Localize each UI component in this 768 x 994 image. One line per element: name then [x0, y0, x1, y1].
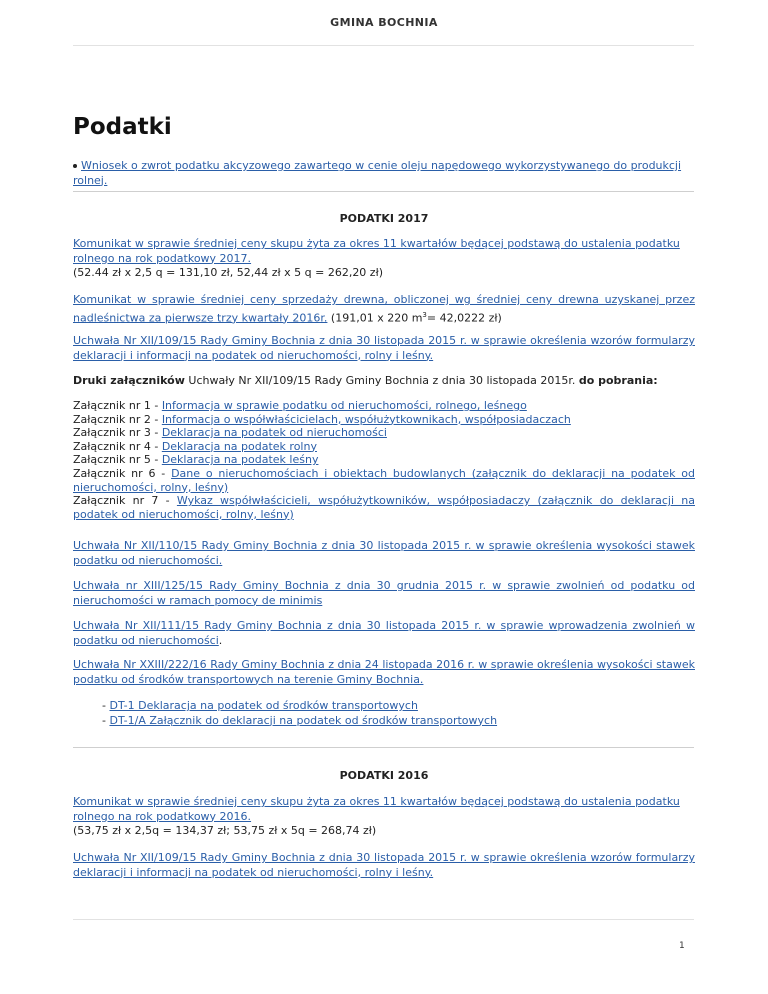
rye-price-2016-paragraph [73, 795, 695, 839]
resolution-109-2016-link[interactable]: Uchwała Nr XII/109/15 Rady Gminy Bochnia z dnia 30 listopada 2015 r. w sprawie określenia wzorów formularzy deklaracji i informacji na podatek od nieruchomości, rolny i leśny. [73, 851, 695, 879]
rye-price-2016-calc: (53,75 zł x 2,5q = 134,37 zł; 53,75 zł x 5q = 268,74 zł) [73, 824, 377, 837]
dt-prefix: - [102, 713, 110, 727]
dt-prefix: - [102, 699, 110, 712]
resolution-111-dot: . [218, 633, 223, 647]
resolution-109-2016-paragraph [73, 851, 695, 880]
attachment-prefix: Załącznik nr 6 - [73, 466, 172, 480]
attachment-link[interactable]: Informacja w sprawie podatku od nieruchomości, rolnego, leśnego [161, 399, 527, 412]
attachment-item [73, 413, 695, 427]
dt-forms-list [102, 699, 692, 728]
attachment-prefix: Załącznik nr 5 - [73, 453, 162, 467]
section-divider [73, 747, 694, 748]
footer-divider [73, 919, 694, 920]
attachment-prefix: Załącznik nr 1 - [73, 399, 162, 412]
rye-price-2017-paragraph [73, 237, 695, 281]
resolution-125-paragraph [73, 579, 695, 608]
dt-form-item [102, 699, 692, 714]
excise-refund-link[interactable]: Wniosek o zwrot podatku akcyzowego zawartego w cenie oleju napędowego wykorzystywanego do produkcji rolnej. [73, 159, 682, 187]
site-header [0, 0, 768, 46]
attachments-intro-text: Uchwały Nr XII/109/15 Rady Gminy Bochnia z dnia 30 listopada 2015r. [184, 374, 579, 387]
section-divider [73, 191, 694, 192]
wood-price-paragraph [73, 293, 695, 326]
resolution-125-link[interactable]: Uchwała nr XIII/125/15 Rady Gminy Bochnia z dnia 30 grudnia 2015 r. w sprawie zwolnień od podatku od nieruchomości w ramach pomocy de minimis [73, 579, 695, 607]
resolution-109-paragraph [73, 334, 695, 363]
attachment-link[interactable]: Wykaz współwłaścicieli, współużytkowników, współposiadaczy (załącznik do deklaracji na podatek od nieruchomości, rolny, leśny) [73, 494, 695, 521]
wood-price-calc-a: (191,01 x 220 m [327, 311, 423, 325]
header-divider [73, 45, 694, 46]
resolution-222-paragraph [73, 658, 695, 687]
attachment-link[interactable]: Informacja o współwłaścicielach, współużytkownikach, współposiadaczach [161, 412, 571, 426]
attachment-link[interactable]: Deklaracja na podatek od nieruchomości [161, 426, 387, 440]
attachments-list [73, 399, 695, 521]
resolution-111-link[interactable]: Uchwała Nr XII/111/15 Rady Gminy Bochnia z dnia 30 listopada 2015 r. w sprawie wprowadzenia zwolnień w podatku od nieruchomości [73, 619, 695, 647]
rye-price-2016-link[interactable]: Komunikat w sprawie średniej ceny skupu żyta za okres 11 kwartałów będącej podstawą do ustalenia podatku rolnego na rok podatkowy 2016. [73, 795, 680, 823]
wood-price-sup: 3 [422, 310, 427, 319]
attachment-prefix: Załącznik nr 4 - [73, 439, 162, 453]
attachment-link[interactable]: Deklaracja na podatek leśny [161, 453, 319, 467]
attachments-intro-bold2: do pobrania: [578, 374, 658, 387]
dt-form-item [102, 714, 692, 729]
attachments-intro-bold: Druki załączników [73, 374, 185, 387]
bullet-icon [73, 164, 77, 168]
attachment-item [73, 399, 695, 413]
dt-1a-link[interactable]: DT-1/A Załącznik do deklaracji na podatek od środków transportowych [109, 713, 498, 727]
rye-price-2017-calc: (52.44 zł x 2,5 q = 131,10 zł, 52,44 zł x 5 q = 262,20 zł) [73, 266, 383, 279]
resolution-109-link[interactable]: Uchwała Nr XII/109/15 Rady Gminy Bochnia z dnia 30 listopada 2015 r. w sprawie określenia wzorów formularzy deklaracji i informacji na podatek od nieruchomości, rolny i leśny. [73, 334, 695, 362]
attachment-prefix: Załącznik nr 2 - [73, 412, 162, 426]
attachment-item [73, 440, 695, 454]
resolution-222-link[interactable]: Uchwała Nr XXIII/222/16 Rady Gminy Bochnia z dnia 24 listopada 2016 r. w sprawie określenia wysokości stawek podatku od środków transportowych na terenie Gminy Bochnia. [73, 658, 695, 686]
attachment-prefix: Załącznik nr 7 - [73, 494, 177, 508]
section-title-2017: PODATKI 2017 [339, 212, 429, 225]
attachment-prefix: Załącznik nr 3 - [73, 426, 162, 440]
attachment-item [73, 467, 695, 494]
wood-price-link[interactable]: Komunikat w sprawie średniej ceny sprzedaży drewna, obliczonej wg średniej ceny drewna uzyskanej przez nadleśnictwa za pierwsze trzy kwartały 2016r. [73, 293, 695, 325]
resolution-110-paragraph [73, 539, 695, 568]
wood-price-calc-b: = 42,0222 zł) [426, 311, 502, 325]
resolution-111-paragraph [73, 619, 695, 648]
page-title: Podatki [73, 114, 172, 140]
dt-1-link[interactable]: DT-1 Deklaracja na podatek od środków transportowych [109, 699, 418, 712]
attachment-item [73, 453, 695, 467]
attachment-item [73, 426, 695, 440]
site-name: GMINA BOCHNIA [330, 16, 438, 29]
rye-price-2017-link[interactable]: Komunikat w sprawie średniej ceny skupu żyta za okres 11 kwartałów będącej podstawą do ustalenia podatku rolnego na rok podatkowy 2017. [73, 237, 680, 265]
attachment-item [73, 494, 695, 521]
top-link-item [73, 159, 695, 188]
resolution-110-link[interactable]: Uchwała Nr XII/110/15 Rady Gminy Bochnia z dnia 30 listopada 2015 r. w sprawie określenia wysokości stawek podatku od nieruchomości. [73, 539, 695, 567]
page-number: 1 [679, 941, 685, 951]
section-title-2016: PODATKI 2016 [339, 769, 429, 782]
attachment-link[interactable]: Deklaracja na podatek rolny [161, 439, 317, 453]
attachments-intro [73, 374, 695, 389]
attachment-link[interactable]: Dane o nieruchomościach i obiektach budowlanych (załącznik do deklaracji na podatek od nieruchomości, rolny, leśny) [73, 466, 696, 494]
